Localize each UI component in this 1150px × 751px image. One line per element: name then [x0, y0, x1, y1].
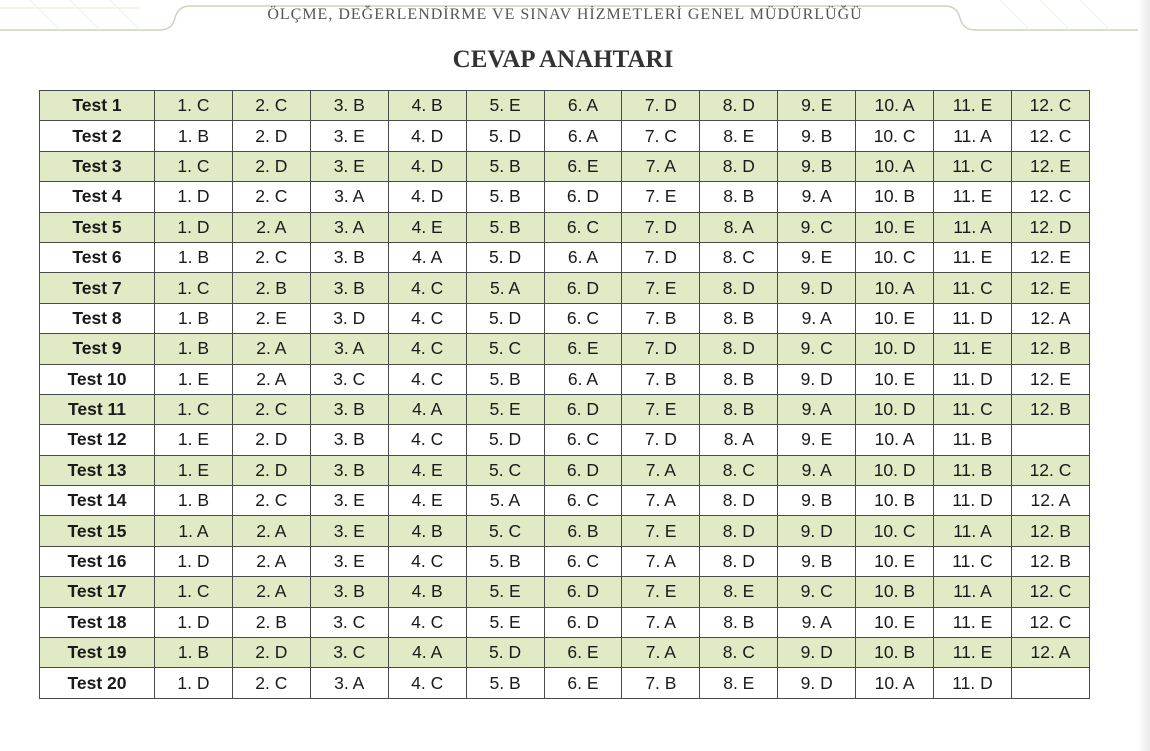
answer-cell: 5. C	[466, 516, 544, 546]
answer-cell: 2. A	[232, 334, 310, 364]
answer-cell: 1. C	[155, 91, 233, 121]
answer-cell: 10. B	[856, 182, 934, 212]
answer-cell: 5. A	[466, 273, 544, 303]
answer-cell: 2. C	[232, 394, 310, 424]
answer-cell: 8. B	[700, 394, 778, 424]
answer-cell: 8. D	[700, 516, 778, 546]
test-label: Test 2	[40, 121, 155, 151]
answer-cell: 7. D	[622, 334, 700, 364]
table-row	[40, 668, 1090, 698]
answer-cell: 6. D	[544, 577, 622, 607]
answer-cell: 4. E	[388, 455, 466, 485]
answer-cell: 6. D	[544, 394, 622, 424]
answer-cell: 11. A	[934, 516, 1012, 546]
answer-cell: 12. D	[1011, 212, 1089, 242]
answer-cell: 2. D	[232, 425, 310, 455]
answer-cell: 12. B	[1011, 394, 1089, 424]
answer-cell: 11. D	[934, 364, 1012, 394]
answer-cell: 8. E	[700, 668, 778, 698]
table-row	[40, 242, 1090, 272]
answer-cell: 10. E	[856, 546, 934, 576]
answer-cell: 7. D	[622, 91, 700, 121]
answer-cell: 11. C	[934, 273, 1012, 303]
answer-cell: 3. C	[310, 607, 388, 637]
test-label: Test 8	[40, 303, 155, 333]
answer-cell: 1. C	[155, 273, 233, 303]
answer-cell: 4. C	[388, 607, 466, 637]
answer-cell: 2. C	[232, 182, 310, 212]
answer-cell: 9. B	[778, 151, 856, 181]
answer-cell: 11. E	[934, 607, 1012, 637]
answer-cell: 2. C	[232, 91, 310, 121]
answer-cell: 1. D	[155, 607, 233, 637]
answer-cell: 9. E	[778, 425, 856, 455]
answer-cell: 4. C	[388, 364, 466, 394]
answer-cell: 5. E	[466, 394, 544, 424]
answer-cell: 3. E	[310, 516, 388, 546]
table-row	[40, 425, 1090, 455]
answer-cell: 11. A	[934, 121, 1012, 151]
answer-cell: 11. C	[934, 151, 1012, 181]
answer-cell: 1. E	[155, 455, 233, 485]
answer-cell: 9. D	[778, 516, 856, 546]
test-label: Test 5	[40, 212, 155, 242]
answer-cell: 9. A	[778, 607, 856, 637]
answer-key-body	[40, 91, 1090, 699]
answer-cell: 1. C	[155, 394, 233, 424]
answer-cell: 7. D	[622, 242, 700, 272]
answer-cell: 1. B	[155, 242, 233, 272]
answer-cell: 7. E	[622, 182, 700, 212]
answer-cell: 10. A	[856, 273, 934, 303]
answer-cell: 4. B	[388, 91, 466, 121]
answer-cell: 12. C	[1011, 577, 1089, 607]
answer-cell: 5. D	[466, 121, 544, 151]
answer-cell: 3. B	[310, 455, 388, 485]
answer-cell: 8. B	[700, 364, 778, 394]
answer-cell: 10. D	[856, 455, 934, 485]
answer-cell: 6. E	[544, 151, 622, 181]
answer-cell: 1. D	[155, 212, 233, 242]
answer-cell: 1. E	[155, 364, 233, 394]
table-row	[40, 455, 1090, 485]
answer-cell: 12. C	[1011, 455, 1089, 485]
answer-cell	[1011, 425, 1089, 455]
answer-cell: 5. B	[466, 668, 544, 698]
answer-cell: 5. D	[466, 638, 544, 668]
answer-cell: 12. A	[1011, 303, 1089, 333]
header-title: ÖLÇME, DEĞERLENDİRME VE SINAV HİZMETLERİ GENEL MÜDÜRLÜĞÜ	[267, 6, 863, 23]
answer-cell: 1. B	[155, 638, 233, 668]
answer-cell: 8. D	[700, 91, 778, 121]
answer-cell: 6. A	[544, 242, 622, 272]
answer-cell: 10. B	[856, 486, 934, 516]
answer-cell: 9. A	[778, 394, 856, 424]
answer-cell: 4. D	[388, 151, 466, 181]
answer-cell: 5. C	[466, 334, 544, 364]
answer-cell: 5. E	[466, 91, 544, 121]
answer-cell: 3. C	[310, 638, 388, 668]
answer-cell: 6. D	[544, 607, 622, 637]
answer-cell: 9. D	[778, 668, 856, 698]
answer-cell: 5. C	[466, 455, 544, 485]
answer-cell: 2. A	[232, 516, 310, 546]
answer-cell: 2. A	[232, 364, 310, 394]
answer-cell: 9. C	[778, 212, 856, 242]
answer-cell: 11. B	[934, 425, 1012, 455]
answer-cell: 3. B	[310, 242, 388, 272]
answer-cell	[1011, 668, 1089, 698]
answer-cell: 1. A	[155, 516, 233, 546]
answer-cell: 3. A	[310, 212, 388, 242]
answer-cell: 2. C	[232, 668, 310, 698]
answer-cell: 6. C	[544, 212, 622, 242]
answer-cell: 6. D	[544, 182, 622, 212]
table-row	[40, 394, 1090, 424]
answer-cell: 2. D	[232, 638, 310, 668]
answer-cell: 4. C	[388, 668, 466, 698]
answer-cell: 3. B	[310, 425, 388, 455]
answer-cell: 10. C	[856, 516, 934, 546]
answer-cell: 7. A	[622, 638, 700, 668]
answer-cell: 10. A	[856, 151, 934, 181]
test-label: Test 12	[40, 425, 155, 455]
table-row	[40, 273, 1090, 303]
answer-cell: 8. C	[700, 638, 778, 668]
table-row	[40, 577, 1090, 607]
answer-cell: 6. A	[544, 91, 622, 121]
answer-cell: 7. D	[622, 212, 700, 242]
answer-cell: 2. B	[232, 273, 310, 303]
answer-cell: 5. B	[466, 182, 544, 212]
table-row	[40, 486, 1090, 516]
answer-cell: 2. E	[232, 303, 310, 333]
answer-cell: 10. A	[856, 668, 934, 698]
answer-cell: 3. E	[310, 486, 388, 516]
answer-cell: 12. B	[1011, 334, 1089, 364]
answer-cell: 4. A	[388, 394, 466, 424]
answer-cell: 9. B	[778, 546, 856, 576]
test-label: Test 13	[40, 455, 155, 485]
answer-cell: 11. C	[934, 546, 1012, 576]
answer-cell: 11. E	[934, 91, 1012, 121]
answer-cell: 3. E	[310, 121, 388, 151]
answer-cell: 9. E	[778, 242, 856, 272]
answer-cell: 10. B	[856, 577, 934, 607]
answer-cell: 8. B	[700, 303, 778, 333]
answer-cell: 1. B	[155, 121, 233, 151]
answer-cell: 11. E	[934, 182, 1012, 212]
answer-cell: 3. A	[310, 182, 388, 212]
answer-cell: 3. A	[310, 334, 388, 364]
answer-cell: 5. B	[466, 364, 544, 394]
answer-cell: 10. C	[856, 121, 934, 151]
answer-cell: 11. E	[934, 334, 1012, 364]
answer-cell: 4. B	[388, 516, 466, 546]
answer-cell: 4. C	[388, 334, 466, 364]
answer-cell: 9. A	[778, 182, 856, 212]
answer-cell: 11. B	[934, 455, 1012, 485]
header-band	[0, 0, 1150, 34]
test-label: Test 11	[40, 394, 155, 424]
test-label: Test 3	[40, 151, 155, 181]
answer-cell: 5. B	[466, 546, 544, 576]
table-row	[40, 182, 1090, 212]
answer-cell: 2. A	[232, 546, 310, 576]
answer-cell: 1. E	[155, 425, 233, 455]
answer-cell: 7. A	[622, 546, 700, 576]
answer-cell: 12. E	[1011, 151, 1089, 181]
answer-cell: 12. A	[1011, 486, 1089, 516]
answer-cell: 1. C	[155, 151, 233, 181]
answer-cell: 6. D	[544, 455, 622, 485]
answer-cell: 5. B	[466, 151, 544, 181]
answer-cell: 11. D	[934, 486, 1012, 516]
answer-cell: 4. C	[388, 273, 466, 303]
answer-cell: 11. E	[934, 242, 1012, 272]
answer-cell: 4. A	[388, 242, 466, 272]
answer-cell: 12. C	[1011, 182, 1089, 212]
answer-cell: 12. C	[1011, 121, 1089, 151]
answer-cell: 5. D	[466, 303, 544, 333]
answer-cell: 3. B	[310, 273, 388, 303]
page-edge-shadow	[1138, 0, 1150, 751]
answer-cell: 9. C	[778, 577, 856, 607]
test-label: Test 16	[40, 546, 155, 576]
answer-cell: 10. E	[856, 212, 934, 242]
answer-cell: 7. B	[622, 364, 700, 394]
answer-cell: 8. C	[700, 242, 778, 272]
table-row	[40, 334, 1090, 364]
test-label: Test 7	[40, 273, 155, 303]
answer-cell: 6. E	[544, 668, 622, 698]
answer-cell: 8. D	[700, 273, 778, 303]
test-label: Test 9	[40, 334, 155, 364]
answer-cell: 8. D	[700, 486, 778, 516]
answer-cell: 9. A	[778, 303, 856, 333]
answer-cell: 6. E	[544, 334, 622, 364]
answer-cell: 1. B	[155, 334, 233, 364]
table-row	[40, 91, 1090, 121]
answer-cell: 1. D	[155, 182, 233, 212]
answer-cell: 7. E	[622, 394, 700, 424]
answer-cell: 10. B	[856, 638, 934, 668]
answer-cell: 12. E	[1011, 364, 1089, 394]
answer-cell: 7. E	[622, 273, 700, 303]
answer-cell: 4. E	[388, 212, 466, 242]
answer-cell: 12. B	[1011, 516, 1089, 546]
table-row	[40, 151, 1090, 181]
answer-cell: 12. C	[1011, 607, 1089, 637]
test-label: Test 15	[40, 516, 155, 546]
answer-cell: 4. D	[388, 121, 466, 151]
answer-cell: 3. E	[310, 546, 388, 576]
answer-cell: 8. B	[700, 607, 778, 637]
answer-cell: 1. B	[155, 486, 233, 516]
table-row	[40, 638, 1090, 668]
answer-cell: 6. C	[544, 546, 622, 576]
answer-cell: 8. B	[700, 182, 778, 212]
answer-cell: 3. B	[310, 394, 388, 424]
answer-cell: 9. D	[778, 273, 856, 303]
answer-cell: 7. B	[622, 303, 700, 333]
page-title: CEVAP ANAHTARI	[452, 46, 674, 73]
answer-cell: 12. B	[1011, 546, 1089, 576]
answer-cell: 6. E	[544, 638, 622, 668]
answer-cell: 8. D	[700, 546, 778, 576]
answer-cell: 10. E	[856, 607, 934, 637]
answer-cell: 9. D	[778, 638, 856, 668]
test-label: Test 4	[40, 182, 155, 212]
answer-cell: 4. C	[388, 303, 466, 333]
answer-cell: 3. D	[310, 303, 388, 333]
table-row	[40, 303, 1090, 333]
answer-cell: 7. A	[622, 486, 700, 516]
answer-cell: 4. C	[388, 546, 466, 576]
answer-cell: 3. A	[310, 668, 388, 698]
answer-cell: 10. C	[856, 242, 934, 272]
answer-cell: 8. A	[700, 212, 778, 242]
answer-cell: 3. B	[310, 91, 388, 121]
answer-cell: 5. A	[466, 486, 544, 516]
answer-cell: 3. E	[310, 151, 388, 181]
table-row	[40, 212, 1090, 242]
answer-cell: 8. E	[700, 577, 778, 607]
answer-cell: 6. A	[544, 364, 622, 394]
answer-cell: 6. D	[544, 273, 622, 303]
answer-cell: 4. C	[388, 425, 466, 455]
answer-cell: 3. C	[310, 364, 388, 394]
answer-cell: 10. E	[856, 303, 934, 333]
answer-cell: 4. A	[388, 638, 466, 668]
table-row	[40, 364, 1090, 394]
table-row	[40, 516, 1090, 546]
answer-cell: 10. D	[856, 394, 934, 424]
answer-cell: 11. D	[934, 303, 1012, 333]
answer-cell: 4. D	[388, 182, 466, 212]
table-row	[40, 607, 1090, 637]
answer-cell: 1. C	[155, 577, 233, 607]
answer-cell: 2. D	[232, 121, 310, 151]
answer-cell: 11. A	[934, 577, 1012, 607]
answer-cell: 11. E	[934, 638, 1012, 668]
answer-cell: 10. A	[856, 91, 934, 121]
test-label: Test 1	[40, 91, 155, 121]
answer-cell: 5. E	[466, 577, 544, 607]
answer-cell: 5. E	[466, 607, 544, 637]
table-row	[40, 546, 1090, 576]
answer-cell: 1. D	[155, 546, 233, 576]
answer-cell: 8. C	[700, 455, 778, 485]
answer-cell: 7. A	[622, 151, 700, 181]
test-label: Test 10	[40, 364, 155, 394]
test-label: Test 14	[40, 486, 155, 516]
answer-cell: 7. D	[622, 425, 700, 455]
answer-cell: 7. E	[622, 516, 700, 546]
answer-cell: 4. B	[388, 577, 466, 607]
answer-cell: 12. E	[1011, 273, 1089, 303]
answer-cell: 11. A	[934, 212, 1012, 242]
answer-cell: 2. D	[232, 151, 310, 181]
answer-cell: 6. A	[544, 121, 622, 151]
answer-cell: 9. B	[778, 486, 856, 516]
answer-cell: 6. C	[544, 486, 622, 516]
answer-cell: 4. E	[388, 486, 466, 516]
answer-cell: 9. E	[778, 91, 856, 121]
answer-cell: 1. D	[155, 668, 233, 698]
test-label: Test 19	[40, 638, 155, 668]
answer-cell: 2. C	[232, 242, 310, 272]
answer-cell: 9. B	[778, 121, 856, 151]
test-label: Test 17	[40, 577, 155, 607]
answer-cell: 5. D	[466, 242, 544, 272]
answer-cell: 2. A	[232, 212, 310, 242]
answer-cell: 9. C	[778, 334, 856, 364]
answer-cell: 10. A	[856, 425, 934, 455]
answer-cell: 6. C	[544, 425, 622, 455]
answer-cell: 8. D	[700, 334, 778, 364]
test-label: Test 6	[40, 242, 155, 272]
answer-cell: 2. A	[232, 577, 310, 607]
answer-cell: 9. A	[778, 455, 856, 485]
answer-cell: 10. D	[856, 334, 934, 364]
answer-cell: 10. E	[856, 364, 934, 394]
answer-cell: 7. B	[622, 668, 700, 698]
answer-cell: 2. C	[232, 486, 310, 516]
answer-cell: 7. A	[622, 607, 700, 637]
answer-cell: 11. C	[934, 394, 1012, 424]
answer-cell: 2. D	[232, 455, 310, 485]
answer-cell: 2. B	[232, 607, 310, 637]
answer-cell: 5. B	[466, 212, 544, 242]
answer-cell: 11. D	[934, 668, 1012, 698]
answer-cell: 6. C	[544, 303, 622, 333]
answer-cell: 12. C	[1011, 91, 1089, 121]
test-label: Test 20	[40, 668, 155, 698]
answer-cell: 12. A	[1011, 638, 1089, 668]
answer-cell: 3. B	[310, 577, 388, 607]
table-row	[40, 121, 1090, 151]
answer-cell: 9. D	[778, 364, 856, 394]
answer-cell: 7. C	[622, 121, 700, 151]
answer-cell: 1. B	[155, 303, 233, 333]
answer-cell: 7. E	[622, 577, 700, 607]
answer-cell: 12. E	[1011, 242, 1089, 272]
answer-cell: 8. D	[700, 151, 778, 181]
answer-cell: 8. A	[700, 425, 778, 455]
answer-cell: 8. E	[700, 121, 778, 151]
answer-cell: 7. A	[622, 455, 700, 485]
answer-cell: 5. D	[466, 425, 544, 455]
test-label: Test 18	[40, 607, 155, 637]
answer-key-table	[39, 90, 1090, 699]
answer-cell: 6. B	[544, 516, 622, 546]
